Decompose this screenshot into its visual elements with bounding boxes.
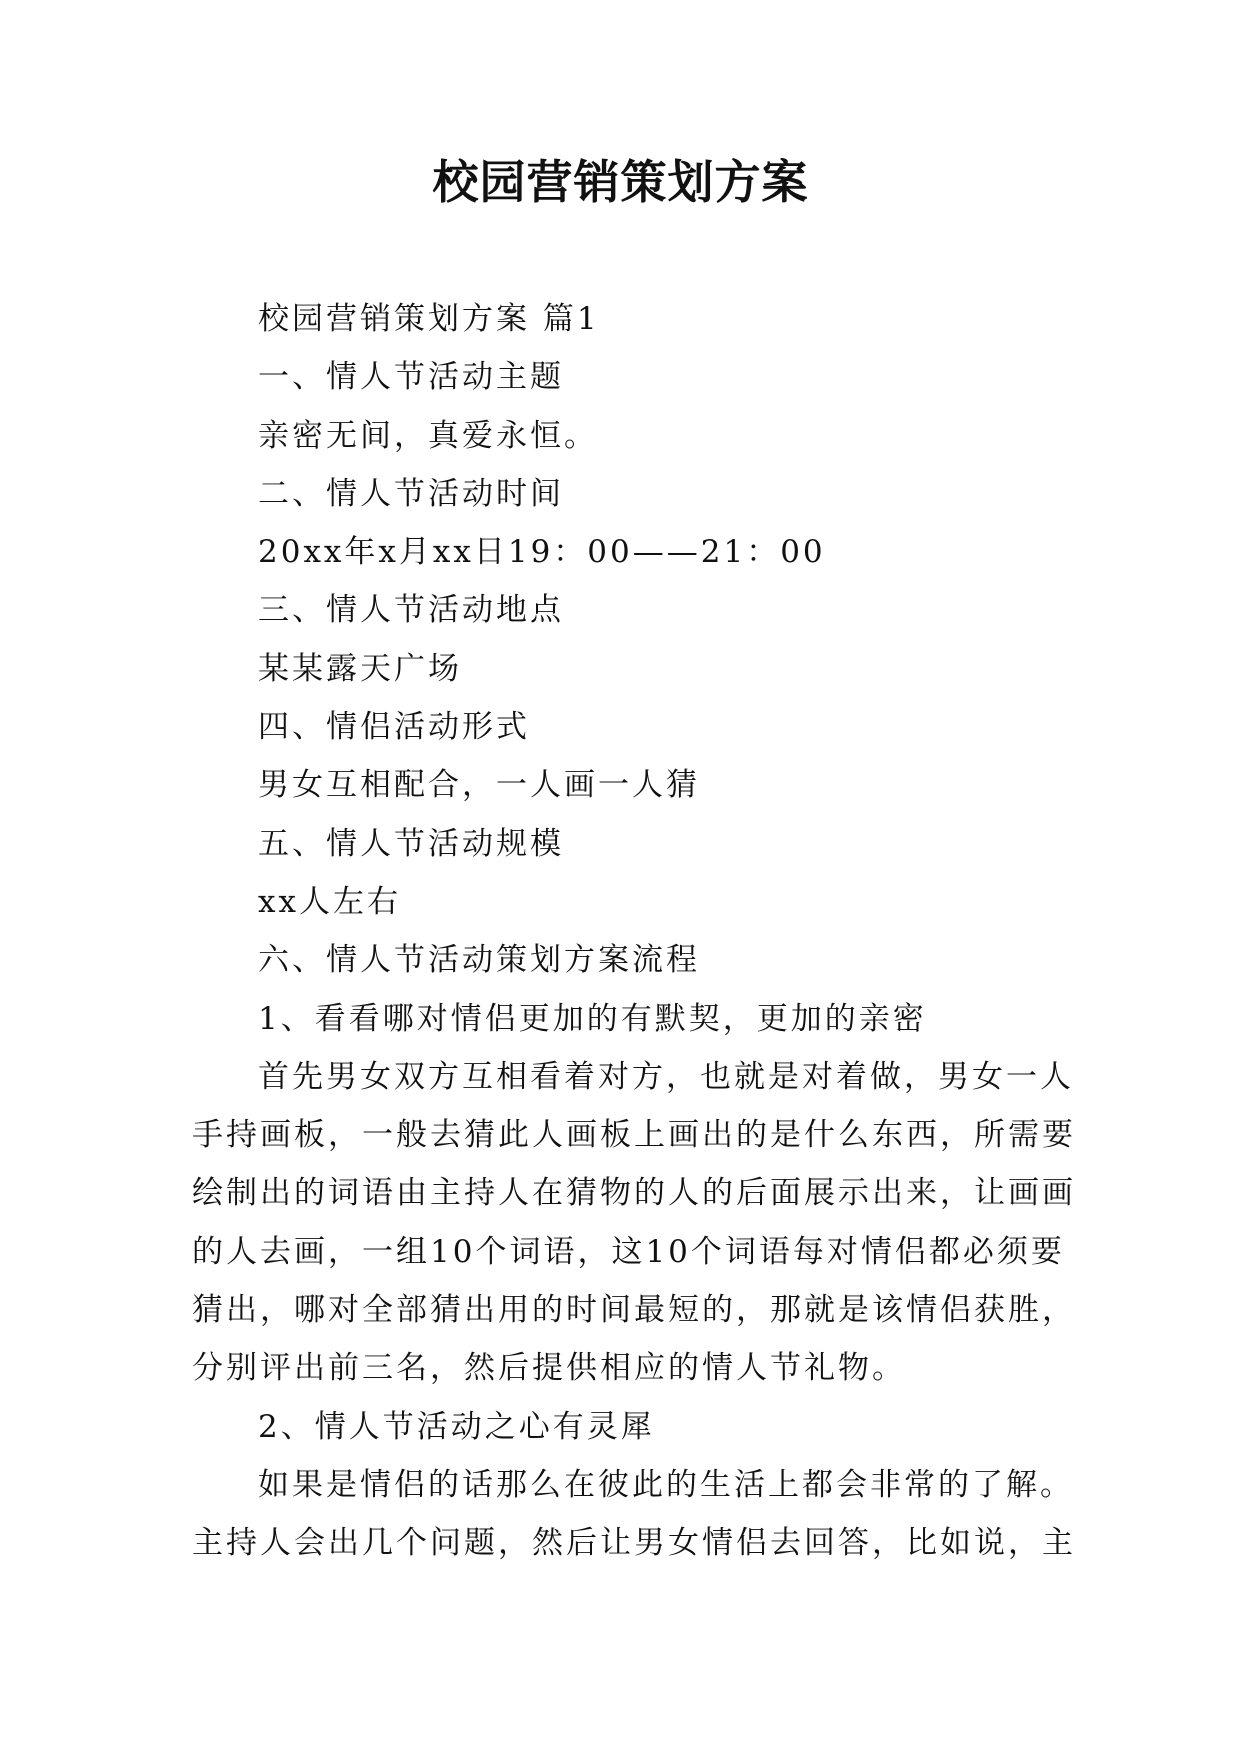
document-body [192,290,1082,1573]
paragraph-line: 的人去画，一组10个词语，这10个词语每对情侣都必须要 [192,1233,1065,1270]
document-title: 校园营销策划方案 [432,155,809,209]
paragraph-line: 亲密无间，真爱永恒。 [258,417,598,454]
paragraph-line: xx人左右 [258,883,401,920]
section-heading: 二、情人节活动时间 [258,475,564,512]
paragraph-line: 首先男女双方互相看着对方，也就是对着做，男女一人 [258,1058,1074,1095]
paragraph-line: 如果是情侣的话那么在彼此的生活上都会非常的了解。 [258,1466,1074,1503]
section-heading: 一、情人节活动主题 [258,359,564,396]
section-heading: 三、情人节活动地点 [258,592,564,629]
section-heading: 五、情人节活动规模 [258,825,564,862]
paragraph-line: 某某露天广场 [258,650,462,687]
paragraph-line: 主持人会出几个问题，然后让男女情侣去回答，比如说，主 [192,1525,1076,1562]
paragraph-line: 20xx年x月xx日19：00——21：00 [258,534,826,571]
subsection-heading: 2、情人节活动之心有灵犀 [258,1408,655,1445]
section-heading: 四、情侣活动形式 [258,709,530,746]
paragraph-line: 手持画板，一般去猜此人画板上画出的是什么东西，所需要 [192,1117,1076,1154]
section-heading: 六、情人节活动策划方案流程 [258,942,700,979]
paragraph-line: 男女互相配合，一人画一人猜 [258,767,700,804]
paragraph-line: 分别评出前三名，然后提供相应的情人节礼物。 [192,1350,906,1387]
paragraph-line: 猜出，哪对全部猜出用的时间最短的，那就是该情侣获胜， [192,1292,1076,1329]
paragraph-line: 绘制出的词语由主持人在猜物的人的后面展示出来，让画画 [192,1175,1076,1212]
section-heading: 校园营销策划方案 篇1 [258,301,600,337]
subsection-heading: 1、看看哪对情侣更加的有默契，更加的亲密 [258,1000,927,1037]
